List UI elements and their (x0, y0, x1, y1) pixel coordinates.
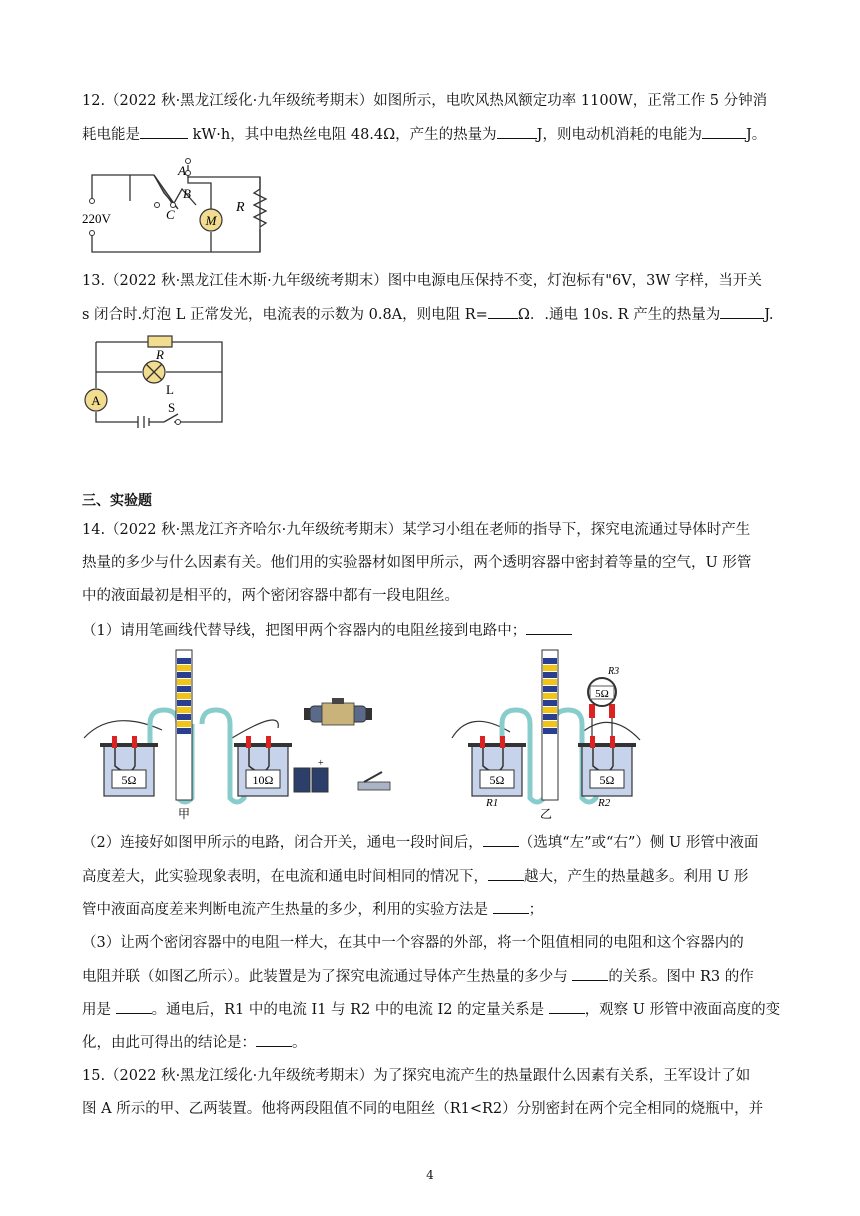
q14-text: ，观察 U 形管中液面高度的变 (584, 1002, 781, 1018)
q14-line3: 中的液面最初是相平的，两个密闭容器中都有一段电阻丝。 (82, 588, 459, 604)
q14-text: 越大，产生的热量越多。利用 U 形 (524, 869, 749, 885)
answer-blank[interactable] (702, 124, 746, 139)
q14-part2-line3 (82, 899, 543, 920)
q14-text: 高度差大，此实验现象表明，在电流和通电时间相同的情况下， (82, 869, 488, 885)
voltage-label: 220V (82, 211, 111, 226)
label-l: L (166, 382, 174, 397)
q13-text-b: Ω．.通电 10s. R 产生的热量为 (517, 307, 721, 323)
answer-blank[interactable] (497, 124, 537, 139)
label-r1: R1 (486, 797, 499, 809)
q15-line1: 15.（2022 秋·黑龙江绥化·九年级统考期末）为了探究电流产生的热量跟什么因素有关系，王军设计了如 (82, 1068, 751, 1084)
answer-blank[interactable] (140, 124, 188, 139)
answer-blank[interactable] (488, 304, 518, 319)
battery-icon (294, 758, 328, 792)
q14-text: 的关系。图中 R3 的作 (608, 969, 754, 985)
q13-text-a: s 闭合时.灯泡 L 正常发光，电流表的示数为 0.8A，则电阻 R= (82, 307, 488, 323)
q12-text-d: J。 (745, 127, 767, 143)
switch-icon (358, 772, 390, 790)
figure-caption-yi: 乙 (539, 807, 553, 820)
q14-text: 。通电后，R1 中的电流 I1 与 R2 中的电流 I2 的定量关系是 (151, 1002, 545, 1018)
q14-line2: 热量的多少与什么因素有关。他们用的实验器材如图甲所示，两个透明容器中密封着等量的空气，U 形管 (82, 555, 752, 571)
q13-line2 (82, 304, 774, 325)
answer-blank[interactable] (720, 304, 764, 319)
ammeter-label: A (91, 393, 101, 408)
q14-part3-line4 (82, 1032, 307, 1053)
q14-text: （2）连接好如图甲所示的电路，闭合开关，通电一段时间后， (82, 835, 483, 851)
resistor-r1-value: 5Ω (489, 773, 505, 787)
label-r3: R3 (608, 666, 620, 677)
answer-blank[interactable] (572, 966, 608, 981)
label-a: A (178, 163, 186, 178)
experiment-figure-jia (82, 648, 412, 820)
q12-text-c: J，则电动机消耗的电能为 (536, 127, 702, 143)
answer-blank[interactable] (488, 866, 524, 881)
q14-text: 。 (292, 1035, 307, 1051)
svg-text:+: + (318, 758, 324, 769)
q14-text: 管中液面高度差来判断电流产生热量的多少，利用的实验方法是 (82, 902, 488, 918)
resistor-r3-value: 5Ω (595, 688, 609, 700)
q14-part2-line1 (82, 832, 758, 853)
q14-part3-line2 (82, 966, 754, 987)
experiment-figure-yi (450, 648, 650, 820)
resistor-right-label: 10Ω (252, 773, 274, 787)
answer-blank[interactable] (483, 832, 519, 847)
q12-text-b: kW·h，其中电热丝电阻 48.4Ω，产生的热量为 (192, 127, 497, 143)
q14-text: （选填“左”或“右”）侧 U 形管中液面 (518, 835, 759, 851)
q14-text: 电阻并联（如图乙所示）。此装置是为了探究电流通过导体产生热量的多少与 (82, 969, 568, 985)
q14-text: 用是 (82, 1002, 111, 1018)
q12-line1: 12.（2022 秋·黑龙江绥化·九年级统考期末）如图所示，电吹风热风额定功率 1100W，正常工作 5 分钟消 (82, 93, 768, 109)
answer-blank[interactable] (549, 999, 585, 1014)
label-c: C (166, 207, 175, 222)
figure-caption-jia: 甲 (177, 807, 191, 820)
q14-part2-line2 (82, 866, 748, 887)
q14-part1-text: （1）请用笔画线代替导线，把图甲两个容器内的电阻丝接到电路中； (82, 623, 527, 639)
motor-label: M (205, 213, 217, 228)
label-r: R (156, 347, 164, 362)
q15-line2: 图 A 所示的甲、乙两装置。他将两段阻值不同的电阻丝（R1<R2）分别密封在两个完全相同的烧瓶中，并 (82, 1101, 764, 1117)
hairdryer-circuit-figure (80, 153, 270, 261)
q14-line1: 14.（2022 秋·黑龙江齐齐哈尔·九年级统考期末）某学习小组在老师的指导下，探究电流通过导体时产生 (82, 522, 751, 538)
q14-part3-line3 (82, 999, 780, 1020)
lamp-circuit-figure (82, 332, 232, 430)
q12-line2 (82, 124, 766, 145)
q12-text-a: 耗电能是 (82, 127, 140, 143)
q14-text: ； (528, 902, 544, 918)
answer-blank[interactable] (526, 620, 572, 635)
q13-text-c: J. (764, 307, 774, 323)
answer-blank[interactable] (116, 999, 152, 1014)
q13-line1: 13.（2022 秋·黑龙江佳木斯·九年级统考期末）图中电源电压保持不变，灯泡标有"6V，3W 字样，当开关 (82, 273, 762, 289)
q14-part1 (82, 620, 572, 641)
resistor-left-label: 5Ω (121, 773, 137, 787)
section-heading: 三、实验题 (82, 493, 152, 509)
answer-blank[interactable] (256, 1032, 292, 1047)
answer-blank[interactable] (493, 899, 529, 914)
label-b: B (183, 186, 191, 201)
label-s: S (168, 400, 176, 415)
q14-text: 化，由此可得出的结论是： (82, 1035, 256, 1051)
rheostat-icon (304, 698, 372, 725)
resistor-r2-value: 5Ω (599, 773, 615, 787)
label-r2: R2 (598, 797, 611, 809)
label-r: R (236, 200, 245, 215)
page-number: 4 (426, 1168, 434, 1182)
q14-part3-line1: （3）让两个密闭容器中的电阻一样大，在其中一个容器的外部，将一个阻值相同的电阻和这个容器内的 (82, 935, 744, 951)
